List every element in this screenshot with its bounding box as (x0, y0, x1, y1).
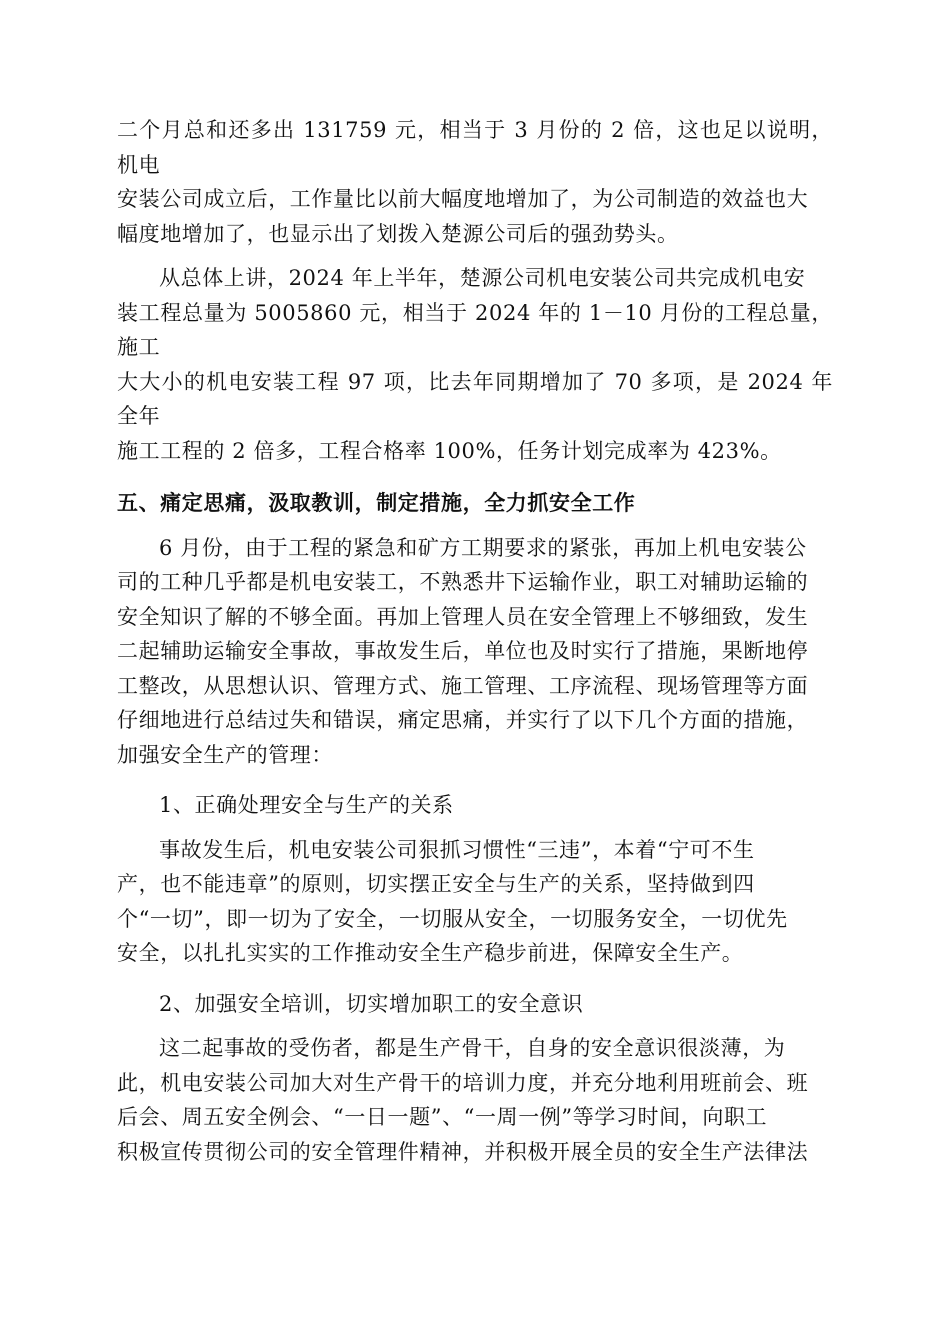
section-heading-5: 五、痛定思痛，汲取教训，制定措施，全力抓安全工作 (117, 490, 636, 515)
text-line: 个“一切”，即一切为了安全，一切服从安全，一切服务安全，一切优先 (117, 906, 788, 931)
text-line: 二起辅助运输安全事故，事故发生后，单位也及时实行了措施，果断地停 (117, 639, 809, 663)
paragraph-training (117, 1031, 833, 1169)
text-line: 后会、周五安全例会、“一日一题”、“一周一例”等学习时间，向职工 (117, 1105, 768, 1129)
paragraph-safety-production (117, 833, 833, 971)
text-line: 安装公司成立后，工作量比以前大幅度地增加了，为公司制造的效益也大 (117, 187, 809, 211)
text-line: 安全知识了解的不够全面。再加上管理人员在安全管理上不够细致，发生 (117, 604, 809, 629)
paragraph-summary (117, 261, 833, 468)
text-line: 积极宣传贯彻公司的安全管理件精神，并积极开展全员的安全生产法律法 (117, 1139, 809, 1164)
subheading-2: 2、加强安全培训，切实增加职工的安全意识 (159, 991, 584, 1016)
text-line: 从总体上讲，2024 年上半年，楚源公司机电安装公司共完成机电安 (159, 266, 806, 290)
text-line: 施工工程的 2 倍多，工程合格率 100%，任务计划完成率为 423%。 (117, 438, 782, 463)
document-body (117, 113, 833, 1169)
text-line: 事故发生后，机电安装公司狠抓习惯性“三违”，本着“宁可不生 (159, 837, 755, 862)
paragraph-accident (117, 531, 833, 773)
text-line: 6 月份，由于工程的紧急和矿方工期要求的紧张，再加上机电安装公 (159, 535, 807, 560)
text-line: 此，机电安装公司加大对生产骨干的培训力度，并充分地利用班前会、班 (117, 1070, 809, 1095)
subheading-1: 1、正确处理安全与生产的关系 (159, 793, 454, 817)
text-line: 司的工种几乎都是机电安装工，不熟悉井下运输作业，职工对辅助运输的 (117, 570, 809, 594)
text-line: 幅度地增加了，也显示出了划拨入楚源公司后的强劲势头。 (117, 221, 679, 246)
text-line: 大大小的机电安装工程 97 项，比去年同期增加了 70 多项，是 2024 年全年 (117, 369, 833, 428)
text-line: 产，也不能违章”的原则，切实摆正安全与生产的关系，坚持做到四 (117, 872, 755, 896)
text-line: 装工程总量为 5005860 元，相当于 2024 年的 1－10 月份的工程总量，施工 (117, 300, 833, 359)
text-line: 工整改，从思想认识、管理方式、施工管理、工序流程、现场管理等方面 (117, 673, 809, 698)
paragraph-continuation (117, 113, 833, 251)
text-line: 仔细地进行总结过失和错误，痛定思痛，并实行了以下几个方面的措施， (117, 708, 809, 732)
text-line: 这二起事故的受伤者，都是生产骨干，自身的安全意识很淡薄，为 (159, 1036, 786, 1060)
text-line: 安全，以扎扎实实的工作推动安全生产稳步前进，保障安全生产。 (117, 941, 744, 965)
text-line: 二个月总和还多出 131759 元，相当于 3 月份的 2 倍，这也足以说明，机电 (117, 118, 833, 177)
text-line: 加强安全生产的管理： (117, 742, 333, 767)
